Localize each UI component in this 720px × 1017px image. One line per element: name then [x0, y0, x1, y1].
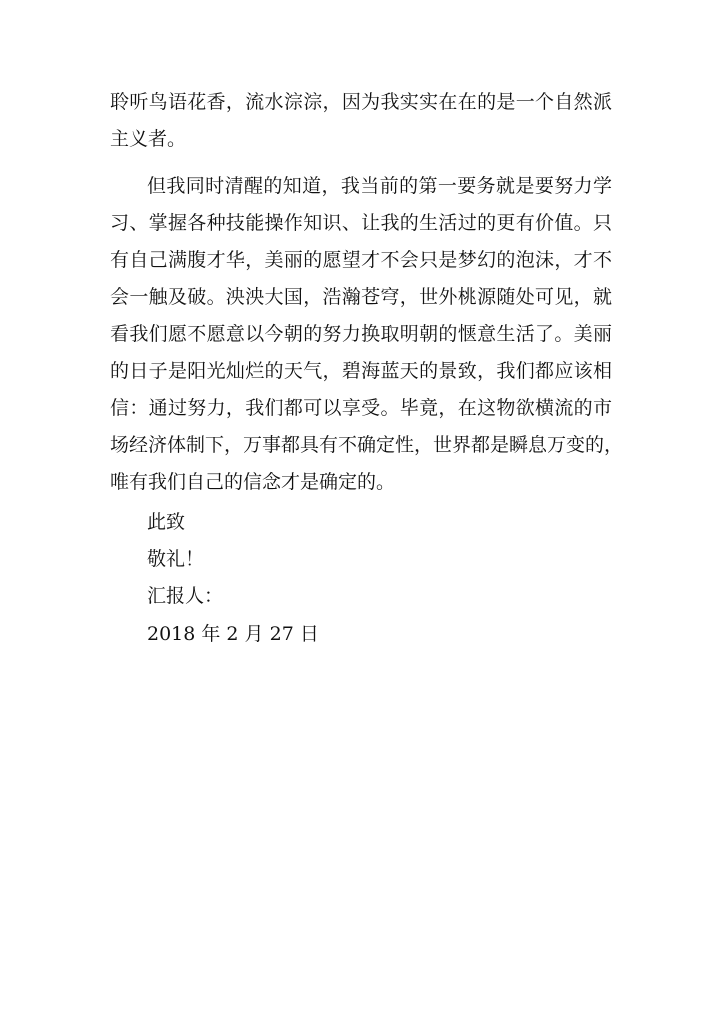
- report-date: 2018 年 2 月 27 日: [147, 623, 319, 645]
- paragraph-2-line-2: 习、掌握各种技能操作知识、让我的生活过的更有价值。只: [110, 212, 612, 234]
- paragraph-1-line-1: 聆听鸟语花香，流水淙淙，因为我实实在在的是一个自然派: [110, 91, 612, 113]
- paragraph-2-line-3: 有自己满腹才华，美丽的愿望才不会只是梦幻的泡沫，才不: [110, 249, 612, 271]
- salutation-line-1: 此致: [147, 511, 186, 533]
- paragraph-2-line-6: 的日子是阳光灿烂的天气，碧海蓝天的景致，我们都应该相: [110, 360, 612, 382]
- salutation-line-2: 敬礼！: [147, 548, 205, 570]
- reporter-label: 汇报人：: [147, 585, 224, 607]
- paragraph-1-line-2: 主义者。: [110, 128, 187, 150]
- paragraph-2-line-4: 会一触及破。泱泱大国，浩瀚苍穹，世外桃源随处可见，就: [110, 286, 612, 308]
- paragraph-2-line-9: 唯有我们自己的信念才是确定的。: [110, 471, 396, 493]
- paragraph-2-line-1: 但我同时清醒的知道，我当前的第一要务就是要努力学: [147, 175, 612, 197]
- paragraph-2-line-8: 场经济体制下，万事都具有不确定性，世界都是瞬息万变的，: [110, 434, 624, 456]
- paragraph-2-line-7: 信：通过努力，我们都可以享受。毕竟，在这物欲横流的市: [110, 397, 612, 419]
- paragraph-2-line-5: 看我们愿不愿意以今朝的努力换取明朝的惬意生活了。美丽: [110, 323, 612, 345]
